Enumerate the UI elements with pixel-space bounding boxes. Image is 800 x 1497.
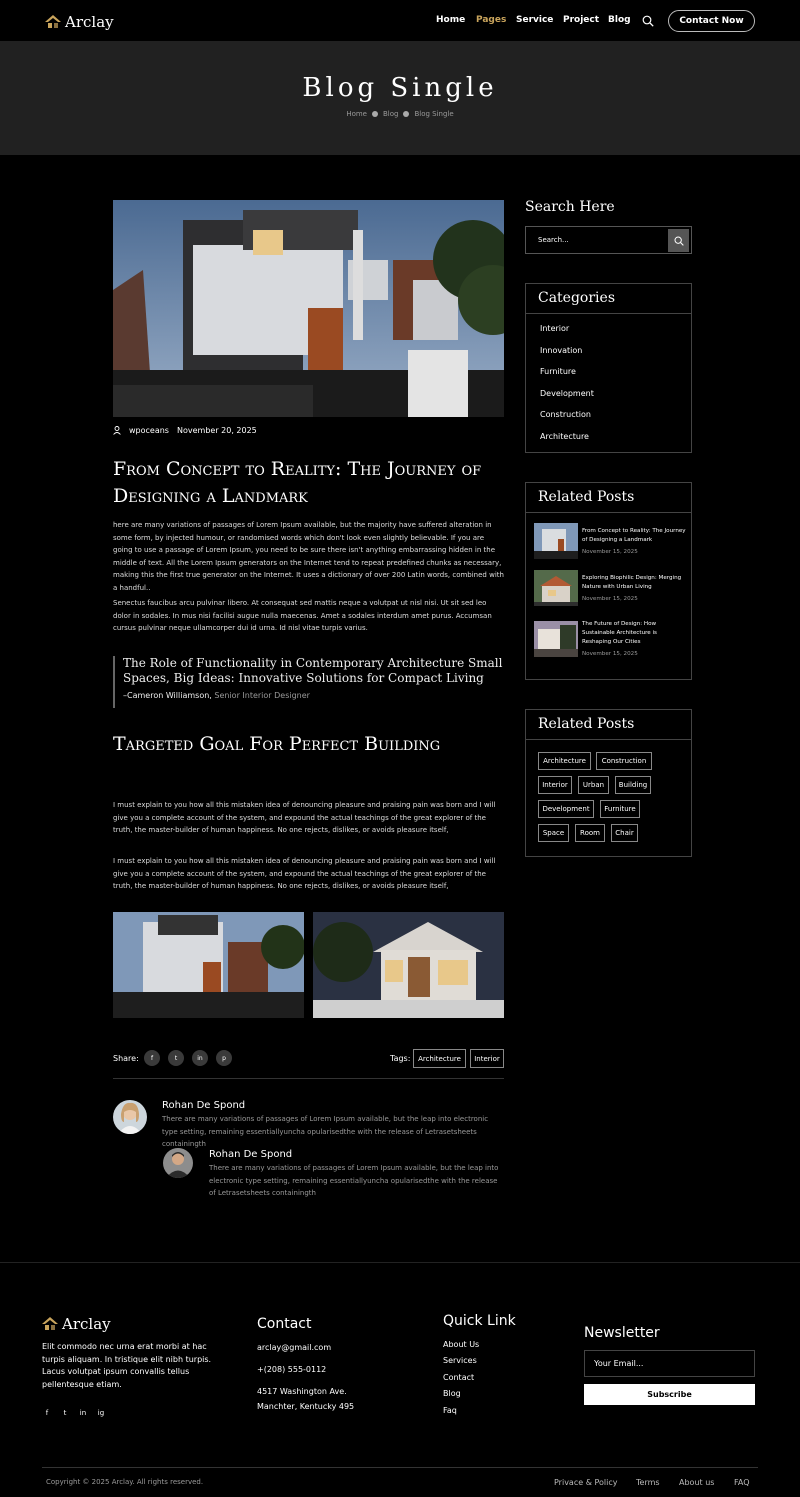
quote-author-name: –Cameron Williamson,	[123, 691, 212, 700]
subscribe-button[interactable]: Subscribe	[584, 1384, 755, 1405]
breadcrumb-separator-icon	[372, 111, 378, 117]
category-construction[interactable]: Construction	[540, 410, 591, 419]
related-posts-title: Related Posts	[538, 489, 635, 505]
footer-privacy-link[interactable]: Privace & Policy	[554, 1478, 618, 1487]
footer-brand-name: Arclay	[62, 1315, 111, 1333]
twitter-icon[interactable]: t	[63, 1409, 67, 1417]
quick-link-about[interactable]: About Us	[443, 1340, 480, 1349]
quote-author-role: Senior Interior Designer	[214, 691, 310, 700]
post-author[interactable]: wpoceans	[129, 426, 169, 435]
search-button[interactable]	[668, 229, 689, 252]
linkedin-icon[interactable]: in	[79, 1409, 87, 1417]
copyright-divider	[42, 1467, 758, 1468]
nav-service[interactable]: Service	[516, 15, 554, 25]
breadcrumb-blog[interactable]: Blog	[382, 110, 399, 118]
category-furniture[interactable]: Furniture	[540, 367, 576, 376]
tag-construction[interactable]: Construction	[596, 752, 652, 770]
post-paragraph-3: I must explain to you how all this mistaken idea of denouncing pleasure and praising pain was born and I will give you a complete account of the system, and expound the actual teachings of the great explorer of the truth, the master-builder of human happiness. No one rejects, dislikes, or avoids pleasure itself,	[113, 801, 496, 835]
share-tags-row	[113, 1049, 504, 1069]
footer-logo[interactable]	[42, 1315, 111, 1333]
quick-link-contact[interactable]: Contact	[443, 1373, 475, 1382]
category-interior[interactable]: Interior	[540, 324, 570, 333]
quick-link-blog[interactable]: Blog	[443, 1389, 461, 1398]
tags-label: Tags:	[390, 1054, 411, 1063]
tag-space[interactable]: Space	[538, 824, 569, 842]
brand-logo[interactable]	[45, 13, 114, 31]
contact-address-line-2: Manchter, Kentucky 495	[257, 1402, 355, 1411]
tag-furniture[interactable]: Furniture	[600, 800, 640, 818]
related-post-title[interactable]: Exploring Biophilic Design: Merging Nature with Urban Living	[582, 575, 682, 590]
contact-title: Contact	[257, 1316, 312, 1332]
search-input[interactable]: Search...	[538, 236, 569, 244]
quote-author	[123, 691, 504, 700]
footer-faq-link[interactable]: FAQ	[734, 1478, 750, 1487]
related-post-title[interactable]: The Future of Design: How Sustainable Architecture is Reshaping Our Cities	[582, 621, 657, 645]
logo-house-icon	[45, 15, 61, 29]
contact-address-line-1: 4517 Washington Ave.	[257, 1387, 347, 1396]
nav-blog[interactable]: Blog	[608, 15, 631, 25]
tag-room[interactable]: Room	[575, 824, 605, 842]
facebook-icon[interactable]: f	[144, 1050, 160, 1066]
twitter-icon[interactable]: t	[168, 1050, 184, 1066]
footer-about: Elit commodo nec urna erat morbi at hac turpis aliquam. In tristique elit nibh turpis. Lacus volutpat ipsum convallis tellus pellentesque etiam.	[42, 1342, 212, 1389]
post-date: November 20, 2025	[176, 426, 257, 435]
contact-now-button[interactable]: Contact Now	[668, 10, 755, 32]
quick-link-faq[interactable]: Faq	[443, 1406, 457, 1415]
pinterest-icon[interactable]: p	[216, 1050, 232, 1066]
tag-architecture[interactable]: Architecture	[538, 752, 591, 770]
comment-text: There are many variations of passages of Lorem Ipsum available, but the leap into electronic type setting, remaining essentiallyuncha opularisedthe with the release of Letrasetsheets containingth	[162, 1115, 489, 1148]
post-blockquote	[113, 656, 504, 708]
post-paragraph-4: I must explain to you how all this mistaken idea of denouncing pleasure and praising pain was born and I will give you a complete account of the system, and expound the actual teachings of the great explorer of the truth, the master-builder of human happiness. No one rejects, dislikes, or avoids pleasure itself,	[113, 857, 496, 891]
category-architecture[interactable]: Architecture	[540, 432, 589, 441]
related-posts-widget	[525, 482, 692, 680]
gallery-image-1	[113, 912, 304, 1018]
quick-link-title: Quick Link	[443, 1313, 516, 1329]
tags-widget	[525, 709, 692, 857]
nav-home[interactable]: Home	[436, 15, 466, 25]
post-title: From Concept to Reality: The Journey of Designing a Landmark	[113, 458, 482, 507]
logo-house-icon	[42, 1317, 58, 1331]
contact-phone[interactable]: +(208) 555-0112	[257, 1365, 327, 1374]
post-paragraph-2: Senectus faucibus arcu pulvinar libero. At consequat sed mattis neque a volutpat ut nisl nisi. Ut sit sed leo dolor in sodales. In mus nisi facilisi augue nulla maecenas. Amet a sodales interdum amet purus. Accumsan cursus pulvinar neque ullamcorper dui id urna. Id nisl vitae turpis varius.	[113, 599, 492, 633]
related-post-thumb[interactable]	[534, 523, 578, 559]
linkedin-icon[interactable]: in	[192, 1050, 208, 1066]
tag-urban[interactable]: Urban	[578, 776, 609, 794]
brand-name: Arclay	[65, 13, 114, 31]
post-featured-image	[113, 200, 504, 417]
quick-link-services[interactable]: Services	[443, 1356, 477, 1365]
contact-email[interactable]: arclay@gmail.com	[257, 1343, 332, 1352]
nav-project[interactable]: Project	[563, 15, 600, 25]
categories-widget	[525, 283, 692, 453]
quote-text: The Role of Functionality in Contemporary Architecture Small Spaces, Big Ideas: Innovative Solutions for Compact Living	[123, 656, 503, 685]
nav-pages[interactable]: Pages	[476, 15, 507, 25]
related-post-thumb[interactable]	[534, 570, 578, 606]
breadcrumb-separator-icon	[403, 111, 409, 117]
search-form	[525, 226, 692, 254]
tag-chair[interactable]: Chair	[611, 824, 638, 842]
comment-author: Rohan De Spond	[162, 1100, 246, 1111]
breadcrumb	[0, 110, 800, 118]
avatar	[163, 1148, 193, 1178]
post-tag-architecture[interactable]: Architecture	[413, 1049, 466, 1068]
post-subtitle: Targeted Goal For Perfect Building	[113, 733, 441, 755]
instagram-icon[interactable]: ig	[97, 1409, 105, 1417]
breadcrumb-current: Blog Single	[414, 110, 454, 118]
search-icon	[674, 236, 684, 246]
related-post-date: November 15, 2025	[582, 596, 638, 602]
newsletter-email-input[interactable]: Your Email...	[584, 1350, 755, 1377]
breadcrumb-home[interactable]: Home	[346, 110, 367, 118]
related-post-date: November 15, 2025	[582, 651, 638, 657]
gallery-image-2	[313, 912, 504, 1018]
related-post-date: November 15, 2025	[582, 549, 638, 555]
footer-terms-link[interactable]: Terms	[636, 1478, 660, 1487]
share-label: Share:	[113, 1054, 139, 1063]
footer-divider	[0, 1262, 800, 1263]
page-title: Blog Single	[302, 73, 498, 103]
category-innovation[interactable]: Innovation	[540, 346, 583, 355]
facebook-icon[interactable]: f	[45, 1409, 49, 1417]
tag-development[interactable]: Development	[538, 800, 594, 818]
category-development[interactable]: Development	[540, 389, 594, 398]
related-post-title[interactable]: From Concept to Reality: The Journey of Designing a Landmark	[582, 528, 686, 543]
categories-title: Categories	[538, 290, 615, 306]
tag-interior[interactable]: Interior	[538, 776, 572, 794]
related-post-thumb[interactable]	[534, 621, 578, 657]
tag-building[interactable]: Building	[615, 776, 651, 794]
avatar	[113, 1100, 147, 1134]
post-tag-interior[interactable]: Interior	[470, 1049, 504, 1068]
copyright-text: Copyright © 2025 Arclay. All rights reserved.	[46, 1478, 204, 1486]
search-icon[interactable]	[642, 15, 654, 27]
search-title: Search Here	[525, 199, 615, 215]
user-icon	[113, 426, 121, 435]
divider	[113, 1078, 504, 1079]
reply-text: There are many variations of passages of Lorem Ipsum available, but the leap into electronic type setting, remaining essentiallyuncha opularisedthe with the release of Letrasetsheets containingth	[209, 1164, 499, 1197]
post-paragraph-1: here are many variations of passages of Lorem Ipsum available, but the majority have suffered alteration in some form, by injected humour, or randomised words which don't look even slightly believable. If you are going to use a passage of Lorem Ipsum, you need to be sure there isn't anything embarrassing hidden in the middle of text. All the Lorem Ipsum generators on the Internet tend to repeat predefined chunks as necessary, making this the first true generator on the Internet. It uses a dictionary of over 200 Latin words, combined with a handful..	[113, 521, 504, 592]
post-meta	[113, 426, 257, 435]
tags-title: Related Posts	[538, 716, 635, 732]
top-navbar	[0, 0, 800, 41]
newsletter-title: Newsletter	[584, 1325, 660, 1341]
reply-author: Rohan De Spond	[209, 1149, 293, 1160]
footer-about-link[interactable]: About us	[679, 1478, 715, 1487]
page-hero	[0, 41, 800, 155]
